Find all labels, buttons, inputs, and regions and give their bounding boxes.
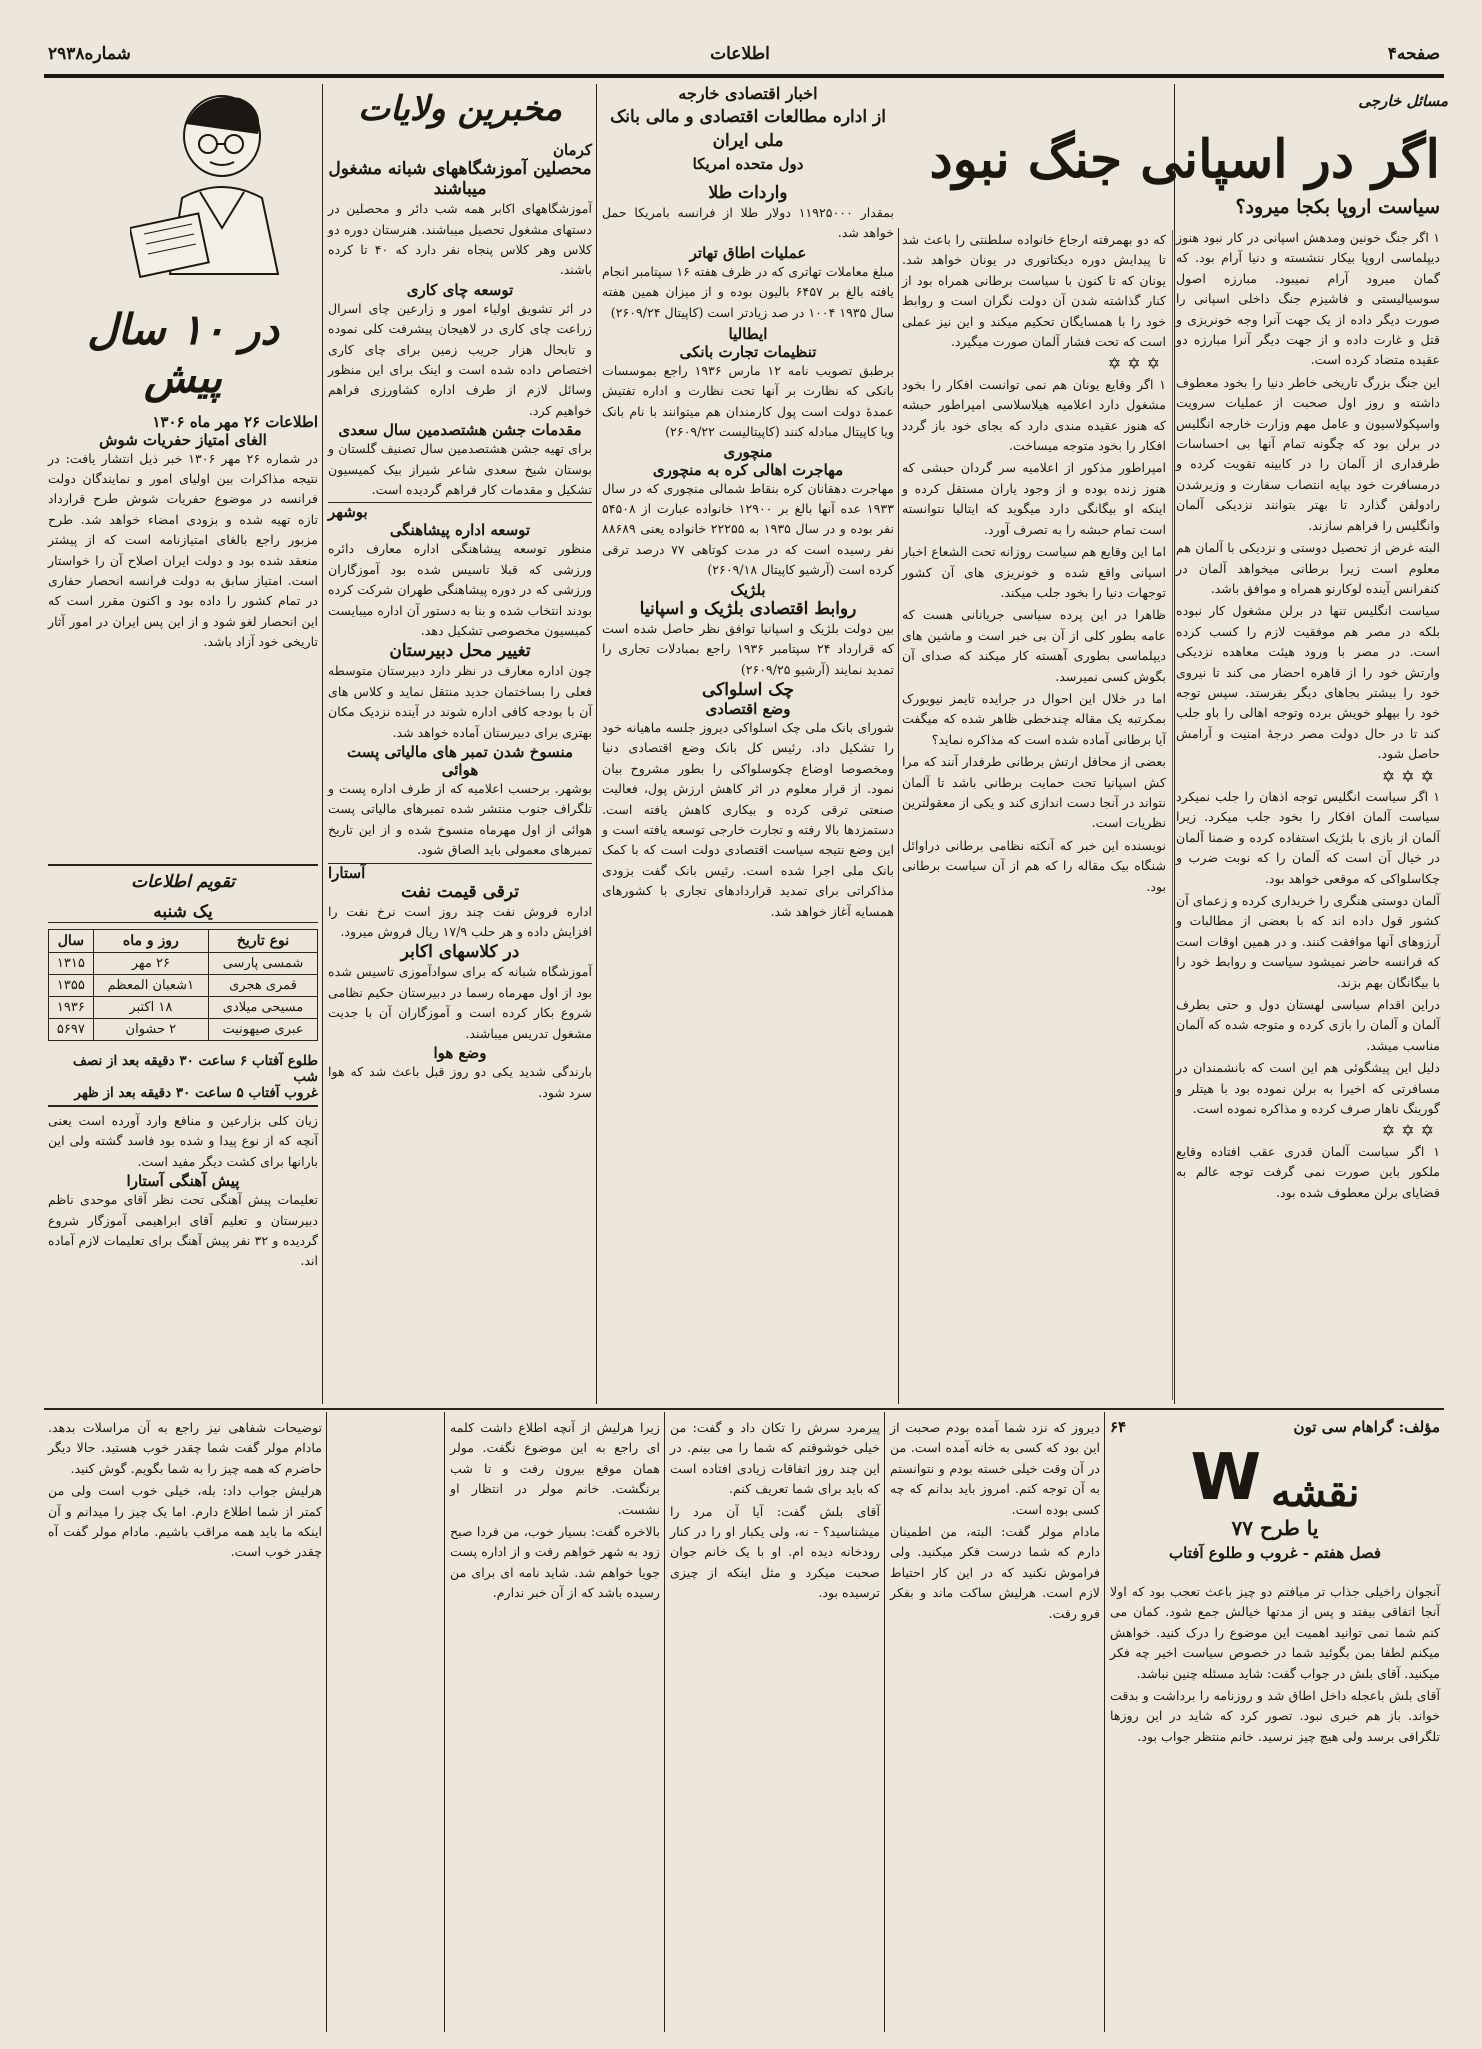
cell: ۲۶ مهر xyxy=(93,953,208,975)
lead-p15: اما در خلال این احوال در جرایده تایمز نیویورک بمکرتبه یک مقاله چندخطی ظاهر شده که میگفت آیا برطانی آماده شده است که مذاکره نماید؟ xyxy=(902,690,1166,747)
calendar-header-type: نوع تاریخ xyxy=(209,930,318,953)
p-night-schools: آموزشگاههای اکابر همه شب دائر و محصلین در دستهای مشغول تحصیل میباشند. هنرستان دوره دو کلاس وهر کلاس پنجاه نفر دارد که ۴۰ تا کرده باشند. xyxy=(328,201,592,278)
serial-chapter: فصل هفتم - غروب و طلوع آفتاب xyxy=(1169,1543,1381,1562)
table-row xyxy=(49,997,318,1019)
serial-p6: آقای بلش گفت: آیا آن مرد را میشناسید؟ - نه، ولی یکبار او را در کنار رودخانه دیده ام. او با یک خانم جوان صحبت میکرد و مثل اینکه از چیزی ترسیده بود. xyxy=(670,1503,880,1601)
p-shush: در شماره ۲۶ مهر ۱۳۰۶ خبر ذیل انتشار یافت: در نتیجه مذاکرات بین اولیای امور و نمایندگان دولت فرانسه در موضوع حفریات شوش طرح قرارداد تازه تهیه شده و بزودی امضاء خواهد شد. طرح مزبور راجع بالغای امتیازنامه است که از پیشتر منعقد شده بود و دولت ایران اصلاح آن را خواستار است. امتیاز سابق به دولت فرانسه انحصار حفاری در تمام کشور را داده بود و اکنون مقرر است که این انحصار لغو شود و از این پس ایران در امور آثار تاریخی خود آزاد باشد. xyxy=(48,450,318,650)
p-czech: شورای بانک ملی چک اسلواکی دیروز جلسه ماهیانه خود را تشکیل داد. رئیس کل بانک وضع اقتصادی دنیا ومخصوصا اوضاع چکوسلواکی را بطور مشروح بیان نمود. از قرار معلوم در اثر کاهش ارزش پول، فعالیت صنعتی ترقی کرده و بیکاری کاهش یافته است. دستمزدها بالا رفته و تجارت خارجی توسعه یافته است و این وضع نتیجه سیاست اقتصادی دولت است که با کمک بانک ملی اجرا شده است. رئیس بانک گفت بزودی مذاکراتی برای تمدید قراردادهای تجاری با کشورهای همسایه آغاز خواهد شد. xyxy=(602,719,894,919)
sub-usa: دول متحده امریکا xyxy=(692,155,804,173)
serial-meta-row xyxy=(1110,1418,1440,1436)
lead-p10: که دو بهمرفته ارجاع خانواده سلطنتی را باعث شد تا پیدایش دوره دیکتاتوری در یونان خواهد شد. یونان که تا کنون با سیاست برطانی همراه بود از کنار گذاشته شدن آن دولت نگران است و روابط خود را با همسایگان تحکیم میکند و این نیز عملی است که تحت فشار آلمان صورت میگیرد. xyxy=(902,232,1166,350)
sub-manchuria: منچوری xyxy=(723,442,773,461)
lead-headline: اگر در اسپانی جنگ نبود xyxy=(929,129,1440,190)
lead-p4: سیاست انگلیس تنها در برلن مشغول کار نبوده بلکه در مصر هم موفقیت لازم را کسب کرده است. در مصر با ورود هیئت معاهده نزدیکی وارتش خود را از قاهره احضار می کند تا نیروی خود را بیشتر بجاهای دیگر بفرستد. سپس توجه خود را بپهلو خویش برده وتوجه اهالی را باو جلب کند تا در حال دولت مصر درجهٔ امنیت و آرامش حاصل شود. xyxy=(1176,603,1440,762)
sub-italy: ایطالیا xyxy=(728,325,768,344)
calendar-header-daymonth: روز و ماه xyxy=(93,930,208,953)
serial-header xyxy=(1110,1418,1440,1562)
p-school-move: چون اداره معارف در نظر دارد دبیرستان متوسطه فعلی را بساختمان جدید منتقل نماید و کلاس های آن با بودجه کافی اداره شوند در آینده نزدیک مکان بهتری برای دبیرستان آماده خواهد شد. xyxy=(328,663,592,740)
calendar-header-row xyxy=(49,930,318,953)
h-weather: وضع هوا xyxy=(433,1044,487,1063)
lead-body-right xyxy=(1176,228,1440,1203)
sub-belgium: بلژیک xyxy=(730,580,766,599)
p-belgium: بین دولت بلژیک و اسپانیا توافق نظر حاصل شده است که قرارداد ۲۴ سپتامبر ۱۹۳۶ راجع بمبادلات تجاری را تمدید نمایند (آرشیو ۲۶۰۹/۲۵) xyxy=(602,620,894,677)
cell: ۵۶۹۷ xyxy=(49,1019,94,1041)
econ-source: از اداره مطالعات اقتصادی و مالی بانک ملی ایران xyxy=(610,107,886,151)
lead-p14: ظاهرا در این پرده سیاسی جریانانی هست که عامه بطور کلی از آن بی خبر است و ماشین های دیپلماسی بطوری آهسته کار میکند که صدای آن بگوش کسی نمیرسد. xyxy=(902,607,1166,684)
h-school-move: تغییر محل دبیرستان xyxy=(389,641,531,662)
calendar-header-year: سال xyxy=(49,930,94,953)
lead-p6: آلمان دوستی هنگری را خریداری کرده و زعمای آن کشور قول داده اند که با بعضی از مطالبات و آرزوهای آنها موافقت کنند. و در همین اوقات است که فرانسه حاضر نمیشود سیاست و روابط خود را با بیگانگان بهم بزند. xyxy=(1176,893,1440,990)
p-rain: زیان کلی بزارعین و منافع وارد آورده است یعنی آنچه که از نوع پیدا و شده بود فاسد گشته ولی این بارانها برای کشت دیگر مفید است. xyxy=(48,1113,318,1169)
serial-title-row xyxy=(1110,1442,1440,1516)
cell: ۱۸ اکتبر xyxy=(93,997,208,1019)
cartoon-illustration xyxy=(130,88,310,278)
city-astara: آستارا xyxy=(328,863,592,882)
serial-p1: آنجوان راخیلی جذاب تر میافتم دو چیز باعث تعجب بود که اولا آنجا اتفاقی بیفتد و پس از مدتها خیالش جمع شود. کمان می کنم شما نمی توانید اهمیت این موضوع را درک کنید. خواهش میکنم لطفا بمن بگوئید شما در خصوص سیاست اخیر چه فکر میکنید. آقای بلش در جواب گفت: شاید مسئله چنین نباشد. xyxy=(1110,1584,1440,1681)
econ-column xyxy=(602,84,894,922)
serial-p3: دیروز که نزد شما آمده بودم صحبت از این بود که کسی به خانه آمده است. من در آن وقت خیلی خسته بودم و نتوانستم به آن توجه کنم. امروز باید بدانم که چه کسی بوده است. xyxy=(890,1420,1100,1517)
cell: ۲ حشوان xyxy=(93,1019,208,1041)
serial-p4: مادام مولر گفت: البته، من اطمینان دارم که شما درست فکر میکنید. ولی فراموش نکنید که در این کار احتیاط لازم است. هرلیش ساکت ماند و بفکر فرو رفت. xyxy=(890,1524,1100,1621)
p-stamps: بوشهر. برحسب اعلامیه که از طرف اداره پست و تلگراف جنوب منتشر شده تمبرهای مالیاتی پست هوائی از اول مهرماه منسوخ شده و از این تاریخ تمبرهای معمولی باید الصاق شود. xyxy=(328,781,592,858)
p-gold: بمقدار ۱۱۹۲۵۰۰۰ دولار طلا از فرانسه بامریکا حمل خواهد شد. xyxy=(602,205,894,241)
serial-col-2 xyxy=(890,1418,1100,1624)
lead-p16: بعضی از محافل ارتش برطانی طرفدار آنند که مرا کش اسپانیا تحت حمایت برطانی باشد تا آلمان نتواند در آنجا دست اندازی کند و یکی از معقولترین نظریات است. xyxy=(902,754,1166,831)
h-stamps: منسوخ شدن تمبر های مالیاتی پست هوائی xyxy=(346,743,574,780)
stars-divider: ✡✡✡ xyxy=(1381,766,1440,786)
p-trade: برطبق تصویب نامه ۱۲ مارس ۱۹۳۶ راجع بموسسات بانکی که نظارت بر آنها تحت نظارت و اداره تفتیش عمدهٔ دولت است پول کارمندان هم میتوانند با نام بانک ویا کاپیتال مبادله کنند (کاپیتالیست ۲۶۰۹/۲۲) xyxy=(602,363,895,440)
p-clearing: مبلغ معاملات تهاتری که در ظرف هفته ۱۶ سپتامبر انجام یافته بالغ بر ۶۴۵۷ بالیون بوده و از میزان همین هفته سال ۱۹۳۵ ۱۰۰۴ در صد زیادتر است (کاپیتال ۲۶۰۹/۲۴) xyxy=(602,263,894,320)
econ-section-title: اخبار اقتصادی خارجه xyxy=(678,84,818,103)
issue-number: شماره۲۹۳۸ xyxy=(48,44,131,64)
cell: شمسی پارسی xyxy=(209,953,318,975)
serial-title: نقشه xyxy=(1271,1468,1360,1516)
page-number: صفحه۴ xyxy=(1387,44,1440,64)
calendar-day: یک شنبه xyxy=(48,902,318,923)
p-tea: در اثر تشویق اولیاء امور و زارعین چای اسرال زراعت چای کاری در لاهیجان پیشرفت کلی نموده و تابحال هزار جریب زمین برای چای کاری اختصاص داده شده است و اینک برای این منظور وسائل لازم از طرف اداره کشاورزی فراهم خواهیم کرد. xyxy=(328,300,592,418)
cell: مسیحی میلادی xyxy=(209,997,318,1019)
provinces-title: مخبرین ولایات xyxy=(358,89,562,129)
h-gold: واردات طلا xyxy=(708,183,788,203)
calendar-title: تقویم اطلاعات xyxy=(131,872,235,892)
lead-subhead: سیاست اروپا بکجا میرود؟ xyxy=(1235,196,1440,218)
header-rule xyxy=(44,74,1444,78)
lead-p2: این جنگ بزرگ تاریخی خاطر دنیا را بخود معطوف داشته و روز اول صحبت از عملیات سرویت واسپکولاسیون و عامل مهم وزارت خارجه انگلیس در برلن بود که چگونه تمام آنها بی احساسات طرفداری از آلمان را در کابینه تقویت کرده و درمسافرت خود بپایه انتصاب سفارت و وزیرشدن رادولفن گذارد تا بهتر بتوانند نزدیکی آلمان وانگلیس را فراهم سازند. xyxy=(1176,374,1440,533)
lead-p3: البته غرض از تحصیل دوستی و نزدیکی با آلمان هم معلوم است زیرا برطانی میخواهد آلمان در کنفرانس آینده لوکارنو همراه و موافق باشد. xyxy=(1176,540,1440,596)
stars-divider: ✡✡✡ xyxy=(1107,354,1166,374)
cell: ۱۹۳۶ xyxy=(49,997,94,1019)
serial-title-w: W xyxy=(1190,1441,1262,1515)
h-shush: الغای امتیاز حفریات شوش xyxy=(99,430,267,449)
p-scouts: منظور توسعه پیشاهنگی اداره معارف دائره ورزشی که قبلا تاسیس شده بود آموزگاران ورزشی که در دوره پیشاهنگی طهران شرکت کرده بودند انتخاب شده و بنا به دستور آن اداره میبایست کمیسیون مخصوصی تشکیل دهد. xyxy=(328,541,592,638)
lead-p7: دراین اقدام سیاسی لهستان دول و حتی بطرف آلمان و آلمان را بازی کرده و متوجه شده که آلمان مناسب میشد. xyxy=(1176,997,1440,1053)
serial-p9: توضیحات شفاهی نیز راجع به آن مراسلات بدهد. مادام مولر گفت شما چقدر خوب هستید. حالا دیگر حاضرم که همه چیز را به شما بگویم. گوش کنید. xyxy=(48,1420,322,1476)
p-migration: مهاجرت دهقانان کره بنقاط شمالی منچوری که در سال ۱۹۳۳ عده آنها بالغ بر ۱۲۹۰۰ خانواده عبارت از ۵۴۵۰۸ نفر بوده و در سال ۱۹۳۵ به ۲۲۲۵۵ خانواده یعنی ۸۸۶۸۹ نفر رسیده است که در مدت کوتاهی ۷۷ درصد ترقی کرده است (آرشیو کاپیتال ۲۶۰۹/۱۸) xyxy=(602,480,895,578)
cell: ۱شعبان المعظم xyxy=(93,975,208,997)
h-migration: مهاجرت اهالی کره به منچوری xyxy=(652,460,844,479)
calendar-box xyxy=(48,872,318,1272)
lead-p9: ۱ اگر سیاست آلمان قدری عقب افتاده وقایع ملکور باین صورت نمی گرفت توجه عالم به قضایای برلن معطوف شده بود. xyxy=(1176,1143,1440,1200)
cell: قمری هجری xyxy=(209,975,318,997)
city-bushehr: بوشهر xyxy=(328,502,592,521)
ten-years-title: در ۱۰ سال پیش xyxy=(87,305,279,403)
p-saadi: برای تهیه جشن هشتصدمین سال تصنیف گلستان و بوستان شیخ سعدی شاعر شیراز بیک کمیسیون تشکیل و مقدمات کار فراهم گردیده است. xyxy=(328,441,592,497)
table-row xyxy=(49,975,318,997)
cell: عبری صیهونیت xyxy=(209,1019,318,1041)
h-scouts: توسعه اداره پیشاهنگی xyxy=(389,521,531,540)
lead-body-left xyxy=(902,230,1166,897)
h-adult-classes: در کلاسهای اکابر xyxy=(400,942,520,963)
serial-number: ۶۴ xyxy=(1110,1418,1127,1436)
h-oil-price: ترقی قیمت نفت xyxy=(400,881,520,902)
h-astara-scouts: پیش آهنگی آستارا xyxy=(126,1172,240,1191)
p-weather: بارندگی شدید یکی دو روز قبل باعث شد که هوا سرد شود. xyxy=(328,1064,592,1100)
sunset: غروب آفتاب ۵ ساعت ۳۰ دقیقه بعد از ظهر xyxy=(48,1085,318,1107)
table-row xyxy=(49,1019,318,1041)
lead-p8: دلیل این پیشگوئی هم این است که بانشمندان در مسافرتی که اخیرا به برلن نموده بود با هیتلر و گورینگ ناهار صرف کرده و مذاکره نموده است. xyxy=(1176,1060,1440,1117)
serial-p8: بالاخره گفت: بسیار خوب، من فردا صبح زود به شهر خواهم رفت و از اداره پست جویا خواهم شد. شاید نامه ای برای من رسیده باشد که از آن خبر ندارم. xyxy=(450,1524,660,1601)
serial-p2: آقای بلش باعجله داخل اطاق شد و روزنامه را برداشت و بدقت خواند. باز هم خبری نبود. تصور کرد که شاید در این روزها تلگرافی برسد ولی هیچ چیز نرسید. خانم منتظر جواب بود. xyxy=(1110,1688,1440,1744)
serial-p5: پیرمرد سرش را تکان داد و گفت: من خیلی خوشوقتم که شما را می بینم. در این چند روز اتفاقات زیادی افتاده است که باید برای شما تعریف کنم. xyxy=(670,1420,880,1497)
paper-name: اطلاعات xyxy=(710,44,770,64)
serial-p10: هرلیش جواب داد: بله، خیلی خوب است ولی من کمتر از شما اطلاع دارم. اما یک چیز را میدانم و آن اینکه ما باید همه مراقب باشیم. مادام مولر گفت آه چقدر خوب است. xyxy=(48,1483,322,1560)
serial-col-3 xyxy=(670,1418,880,1604)
section-label: مسائل خارجی xyxy=(1358,92,1448,110)
lead-p11: ۱ اگر وقایع یونان هم نمی توانست افکار را بخود مشغول دارد اعلامیه هیلاسلاسی امپراطور حبشه که هنوز عقیده مندی دارد که بجای خود باز گردد افکار را بخود متوجه میساخت. xyxy=(902,376,1166,454)
p-oil-price: اداره فروش نفت چند روز است نرخ نفت را افزایش داده و هر حلب ۱۷/۹ ریال فروش میرود. xyxy=(328,903,592,940)
calendar-table xyxy=(48,929,318,1041)
cell: ۱۳۱۵ xyxy=(49,953,94,975)
lead-p17: نویسنده این خبر که آنکته نظامی برطانی دراوائل شنگاه بیک مقاله را که هم از آن سیاست برطانی بود. xyxy=(902,837,1166,894)
lead-p5: ۱ اگر سیاست انگلیس توجه اذهان را جلب نمیکرد سیاست آلمان افکار را بخود جلب میکرد. زیرا آلمان از بازی با بلژیک استفاده کرده و ضمنا آلمان در خیال آن است که آلمان را که نوبت ضرب و چکاسلواکی که موقعی خواهد بود. xyxy=(1176,788,1440,886)
h-saadi: مقدمات جشن هشتصدمین سال سعدی xyxy=(338,421,582,440)
stars-divider: ✡✡✡ xyxy=(1381,1121,1440,1141)
lead-p12: امپراطور مذکور از اعلامیه سر گردان حبشی که هنوز زنده بوده و از وجود یاران مستقل کرده و اینکه او بیگانگی دارد میگوید که ایتالیا نتوانسته است تمام حبشه را به تصرف آورد. xyxy=(902,460,1166,537)
serial-col-1 xyxy=(1110,1582,1440,1747)
p-adult-classes: آموزشگاه شبانه که برای سوادآموزی تاسیس شده بود از اول مهرماه رسما در دبیرستان حکیم نظامی شروع بکار کرده است و آموزگاران آن با جدیت مشغول تدریس میباشند. xyxy=(328,964,592,1041)
lead-p13: اما این وقایع هم سیاست روزانه تحت الشعاع اخبار اسپانی واقع شده و خونریزی های آن کشور توجهات دنیا را بخود جلب میکند. xyxy=(902,544,1166,600)
serial-col-5 xyxy=(48,1418,322,1563)
city-kerman: کرمان xyxy=(552,141,592,160)
h-belgium: روابط اقتصادی بلژیک و اسپانیا xyxy=(639,598,857,619)
ten-years-column xyxy=(48,306,318,653)
serial-subtitle: یا طرح ۷۷ xyxy=(1231,1515,1319,1540)
serial-author: مؤلف: گراهام سی تون xyxy=(1293,1418,1440,1436)
h-night-schools: محصلین آموزشگاههای شبانه مشغول میباشند xyxy=(328,159,592,200)
lead-p1: ۱ اگر جنگ خونین ومدهش اسپانی در کار نبود هنوز دیپلماسی اروپا بیکار ننشسته و دنیا آرام بود. که گمان میرود آرام نمیبود. مبارزه اصول سوسیالیستی و فاشیزم جنگ داخلی اسپانی را صورت دیگر داده از یک جهت آنرا وجه خونریزی و قتل و غارت داده و از جهت دیگر آنرا مبارزه دو عقیده متضاد کرده است. xyxy=(1176,230,1440,368)
provinces-column xyxy=(328,90,592,1103)
serial-col-4 xyxy=(450,1418,660,1604)
h-czech: وضع اقتصادی xyxy=(705,699,791,718)
sub-czech: چک اسلواکی xyxy=(701,679,794,700)
h-trade: تنظیمات تجارت بانکی xyxy=(679,343,817,362)
h-clearing: عملیات اطاق تهاتر xyxy=(689,243,807,262)
ten-years-dateline: اطلاعات ۲۶ مهر ماه ۱۳۰۶ xyxy=(152,412,318,431)
sunrise: طلوع آفتاب ۶ ساعت ۳۰ دقیقه بعد از نصف شب xyxy=(72,1053,318,1085)
serial-p7: زیرا هرلیش از آنچه اطلاع داشت کلمه ای راجع به این موضوع نگفت. مولر همان موقع بیرون رفت و تا شب برنگشت. خانم مولر در انتظار او نشست. xyxy=(450,1420,660,1517)
cell: ۱۳۵۵ xyxy=(49,975,94,997)
p-astara-scouts: تعلیمات پیش آهنگی تحت نظر آقای موحدی ناظم دبیرستان و تعلیم آقای ابراهیمی آموزگار شروع گردیده و ۳۲ نفر پیش آهنگ برای تعلیمات لازم آماده اند. xyxy=(48,1192,319,1269)
table-row xyxy=(49,953,318,975)
h-tea: توسعه چای کاری xyxy=(406,280,514,299)
